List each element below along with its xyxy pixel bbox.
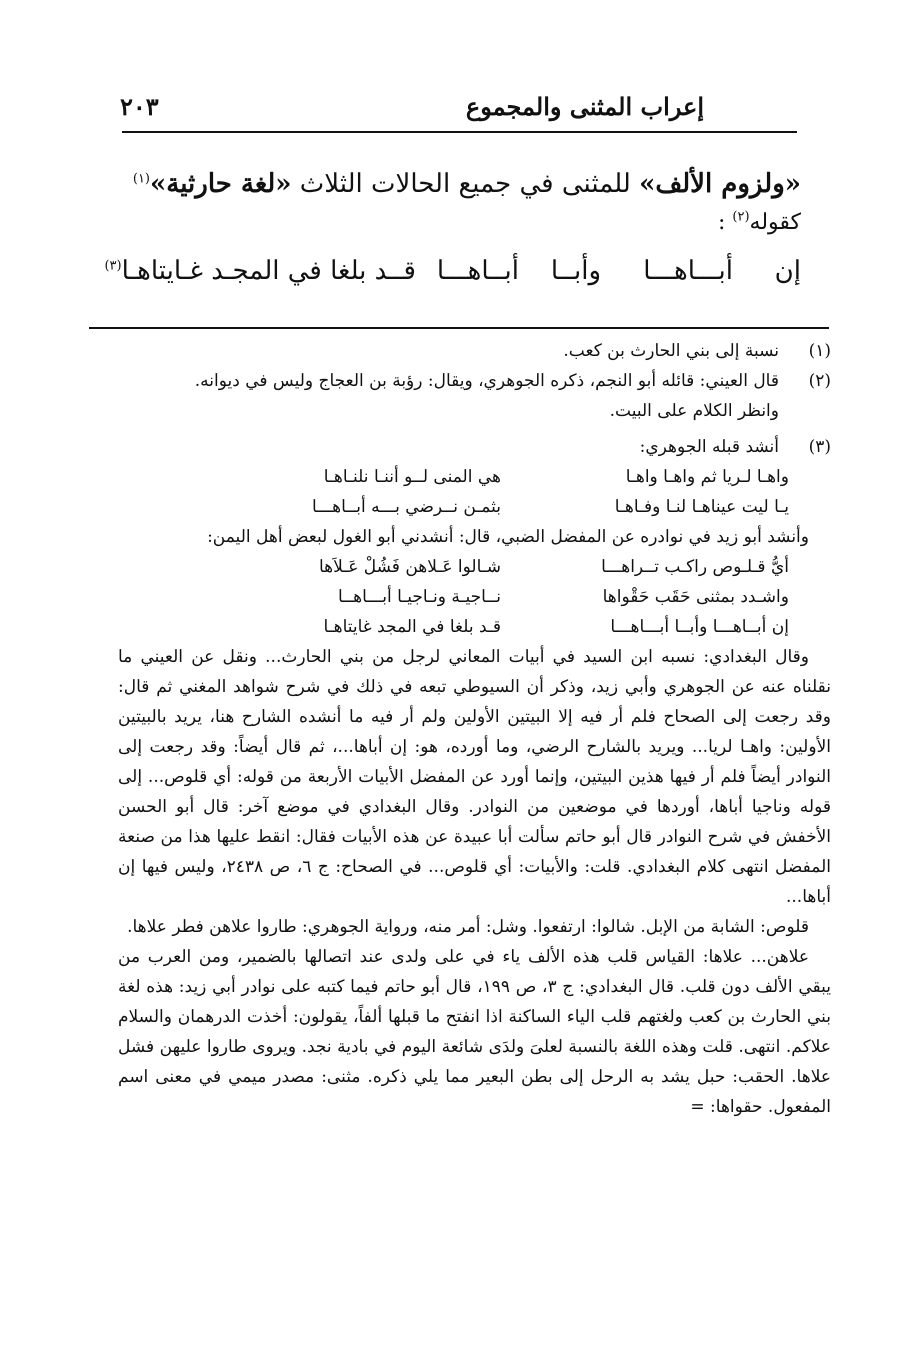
- footnote-separator: [89, 327, 829, 329]
- header-rule: [122, 131, 797, 133]
- footnote-text: قال العيني: قائله أبو النجم، ذكره الجوهري، ويقال: رؤبة بن العجاج وليس في ديوانه.: [194, 371, 779, 391]
- main-line-2-text: كقوله: [749, 210, 801, 235]
- verse-hemistich-2-text: قــد بلغا في المجـد غـايتاهـا: [121, 256, 416, 286]
- poem-line: [118, 612, 831, 642]
- bold-term-harithi: «لغة حارثية»: [150, 169, 292, 199]
- page-header: [120, 92, 799, 128]
- poem-line: [118, 552, 831, 582]
- poem-hemistich: يـا ليت عيناهـا لنـا وفـاهـا: [614, 497, 789, 517]
- poem-hemistich: واشـدد بمثنى حَقَب حَقْواها: [602, 587, 789, 607]
- poem-hemistich: نــاجيـة ونـاجيـا أبـــاهــا: [338, 587, 501, 607]
- footnote-paragraph: قلوص: الشابة من الإبل. شالوا: ارتفعوا. وشل: أمر منه، ورواية الجوهري: طاروا علاهن فطر علاها.: [127, 917, 809, 937]
- footnote-number: (٢): [808, 371, 831, 391]
- bold-term-lozum-alif: «ولزوم الألف»: [639, 169, 801, 199]
- verse-line: [104, 250, 801, 304]
- poem-line: [118, 462, 831, 492]
- poem-hemistich: قـد بلغا في المجد غايتاهـا: [323, 617, 501, 637]
- poem-hemistich: أيُّ قـلـوص راكـب تــراهـــا: [601, 557, 789, 577]
- footnote-number: (١): [808, 341, 831, 361]
- verse-hemistich-2: [104, 256, 416, 286]
- footnote-ref-3: (٣): [104, 258, 122, 274]
- footnote-3-body: [118, 462, 831, 1122]
- main-line-2-colon: :: [717, 210, 726, 235]
- verse-word: أبــاهـــا: [436, 256, 519, 286]
- running-title: إعراب المثنى والمجموع: [465, 92, 704, 121]
- footnote-intro: أنشد قبله الجوهري:: [639, 437, 779, 457]
- footnote-text: وانظر الكلام على البيت.: [609, 401, 779, 421]
- footnote-paragraph: وقال البغدادي: نسبه ابن السيد في أبيات المعاني لرجل من بني الحارث... ونقل عن العيني ما نقلناه عنه عن الجوهري وأبي زيد، وذكر أن السيوطي تبعه في ذلك في شرح شواهد المغني ثم قال: وقد رجعت إلى الصحاح فلم أر فيه إلا البيتين الأولين ولم أر فيه ما أنشده الشارح هنا، يريد بالبيتين الأولين: واهـا لريا... ويريد بالشارح الرضي، وما أورده، هو: إن أباها...، ثم قال أيضاً: وقد رجعت إلى النوادر أيضاً فلم أر فيها هذين البيتين، وإنما أورد عن المفضل الأبيات الأربعة من قوله: أي قلوص... إلى قوله وناجيا أباها، أوردها في موضعين من النوادر. وقال البغدادي في موضع آخر: قال أبو الحسن الأخفش في شرح النوادر قال أبو حاتم سألت أبا عبيدة عن هذه الأبيات فقال: انقط عليها هذا من صنعة المفضل انتهى كلام البغدادي. قلت: والأبيات: أي قلوص... في الصحاح: ج ٦، ص ٢٤٣٨، وليس فيها إن أباها...: [118, 647, 831, 907]
- poem-hemistich: بثمـن نــرضي بـــه أبــاهـــا: [312, 497, 501, 517]
- footnote-3: [118, 432, 831, 1122]
- verse-word: وأبــا: [550, 256, 601, 286]
- verse-word: أبـــاهـــا: [643, 256, 733, 286]
- verse-word: إن: [774, 256, 801, 286]
- footnote-text: نسبة إلى بني الحارث بن كعب.: [563, 341, 779, 361]
- main-line-2: [120, 206, 801, 240]
- main-text: [104, 160, 801, 304]
- footnote-2: [118, 366, 831, 426]
- poem-hemistich: إن أبــاهـــا وأبــا أبـــاهـــا: [610, 617, 789, 637]
- poem-line: [118, 492, 831, 522]
- footnote-ref-1: (١): [132, 171, 150, 187]
- footnote-1: [118, 336, 831, 366]
- footnote-ref-2: (٢): [732, 209, 750, 225]
- footnote-number: (٣): [808, 437, 831, 457]
- page-number: ٢٠٣: [120, 92, 159, 121]
- main-line-1: [120, 160, 801, 208]
- main-line-1-text: للمثنى في جميع الحالات الثلاث: [291, 169, 640, 199]
- footnote-paragraph: علاهن... علاها: القياس قلب هذه الألف ياء في على ولدى عند اتصالها بالضمير، ومن العرب من يبقي الألف دون قلب. قال البغدادي: ج ٣، ص ١٩٩، قال أبو حاتم فيما كتبه على نوادر أبي زيد: هذه لغة بني الحارث بن كعب ولغتهم قلب الياء الساكنة اذا انفتح ما قبلها ألفاً، يقولون: أخذت الدرهمان والسلام علاكم. انتهى. قلت وهذه اللغة بالنسبة لعلىَ ولدَى شائعة اليوم في بادية نجد. ويروى طاروا عليهن فشل علاها. الحقب: حبل يشد به الرحل إلى بطن البعير مما يلي ذكره. مثنى: مصدر ميمي في معنى اسم المفعول. حقواها: =: [118, 947, 831, 1117]
- footnotes: [118, 336, 831, 1122]
- poem-hemistich: هي المنى لــو أننـا نلنـاهـا: [323, 467, 501, 487]
- footnote-paragraph: وأنشد أبو زيد في نوادره عن المفضل الضبي، قال: أنشدني أبو الغول لبعض أهل اليمن:: [207, 527, 809, 547]
- poem-line: [118, 582, 831, 612]
- poem-hemistich: شـالوا عَـلاهن فَشُلْ عَـلاَها: [318, 557, 501, 577]
- poem-hemistich: واهـا لـريا ثم واهـا واهـا: [625, 467, 789, 487]
